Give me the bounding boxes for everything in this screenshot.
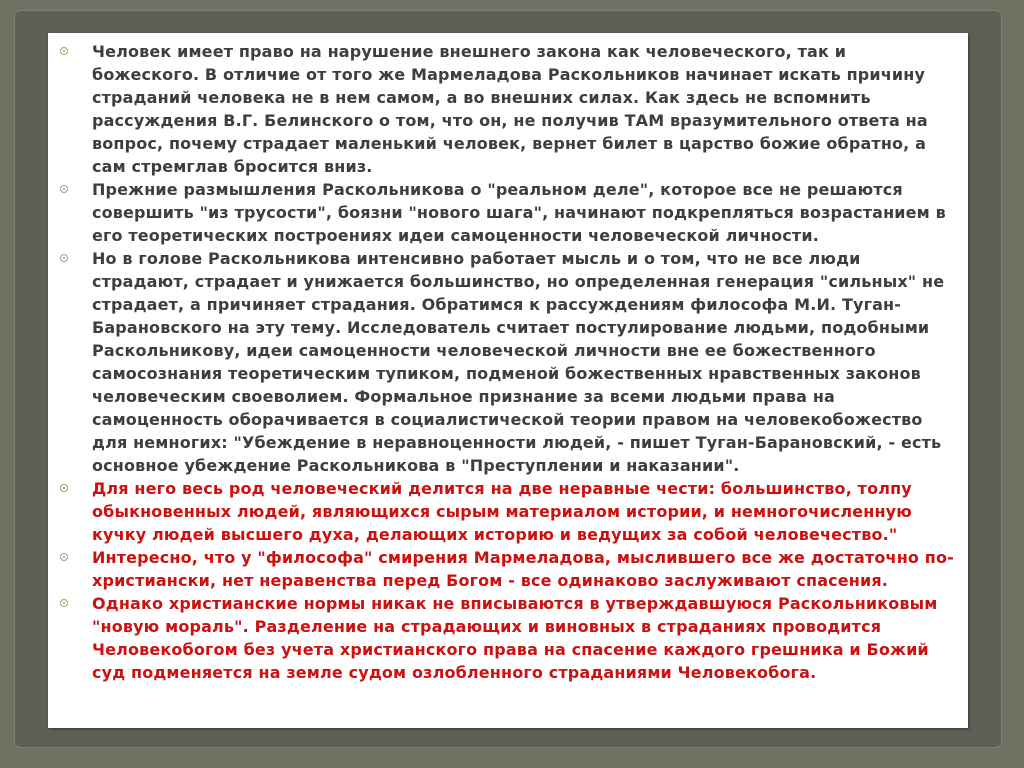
circle-bullet-icon — [60, 553, 68, 561]
bullet-text: Интересно, что у "философа" смирения Мармеладова, мыслившего все же достаточно по-христиански, нет неравенства перед Богом - все одинаково заслуживают спасения. — [92, 548, 954, 590]
bullet-text: Для него весь род человеческий делится на две неравные чести: большинство, толпу обыкновенных людей, являющихся сырым материалом истории, и немногочисленную кучку людей высшего духа, делающих историю и ведущих за собой человечество." — [92, 479, 912, 544]
bullet-text: Однако христианские нормы никак не вписываются в утверждавшуюся Раскольниковым "новую мораль". Разделение на страдающих и виновных в страданиях проводится Человекобогом без учета христианского права на спасение каждого грешника и Божий суд подменяется на земле судом озлобленного страданиями Человекобога. — [92, 594, 938, 682]
bullet-item — [60, 477, 954, 546]
bullet-item — [60, 178, 954, 247]
slide — [48, 33, 968, 728]
bullet-text: Но в голове Раскольникова интенсивно работает мысль и о том, что не все люди страдают, страдает и унижается большинство, но определенная генерация "сильных" не страдает, а причиняет страдания. Обратимся к рассуждениям философа М.И. Туган-Барановского на эту тему. Исследователь считает постулирование людьми, подобными Раскольникову, идеи самоценности человеческой личности вне ее божественного самосознания теоретическим тупиком, подменой божественных нравственных законов человеческим своеволием. Формальное признание за всеми людьми права на самоценность оборачивается в социалистической теории правом на человекобожество для немногих: "Убеждение в неравноценности людей, - пишет Туган-Барановский, - есть основное убеждение Раскольникова в "Преступлении и наказании". — [92, 249, 945, 475]
bullet-item — [60, 592, 954, 684]
bullet-text: Человек имеет право на нарушение внешнего закона как человеческого, так и божеского. В отличие от того же Мармеладова Раскольников начинает искать причину страданий человека не в нем самом, а во внешних силах. Как здесь не вспомнить рассуждения В.Г. Белинского о том, что он, не получив ТАМ вразумительного ответа на вопрос, почему страдает маленький человек, вернет билет в царство божие обратно, а сам стремглав бросится вниз. — [92, 42, 928, 176]
circle-bullet-icon — [60, 484, 68, 492]
circle-bullet-icon — [60, 47, 68, 55]
circle-bullet-icon — [60, 185, 68, 193]
circle-bullet-icon — [60, 254, 68, 262]
circle-bullet-icon — [60, 599, 68, 607]
bullet-list — [48, 33, 968, 684]
bullet-text: Прежние размышления Раскольникова о "реальном деле", которое все не решаются совершить "из трусости", боязни "нового шага", начинают подкрепляться возрастанием в его теоретических построениях идеи самоценности человеческой личности. — [92, 180, 946, 245]
bullet-item — [60, 40, 954, 178]
bullet-item — [60, 247, 954, 477]
bullet-item — [60, 546, 954, 592]
